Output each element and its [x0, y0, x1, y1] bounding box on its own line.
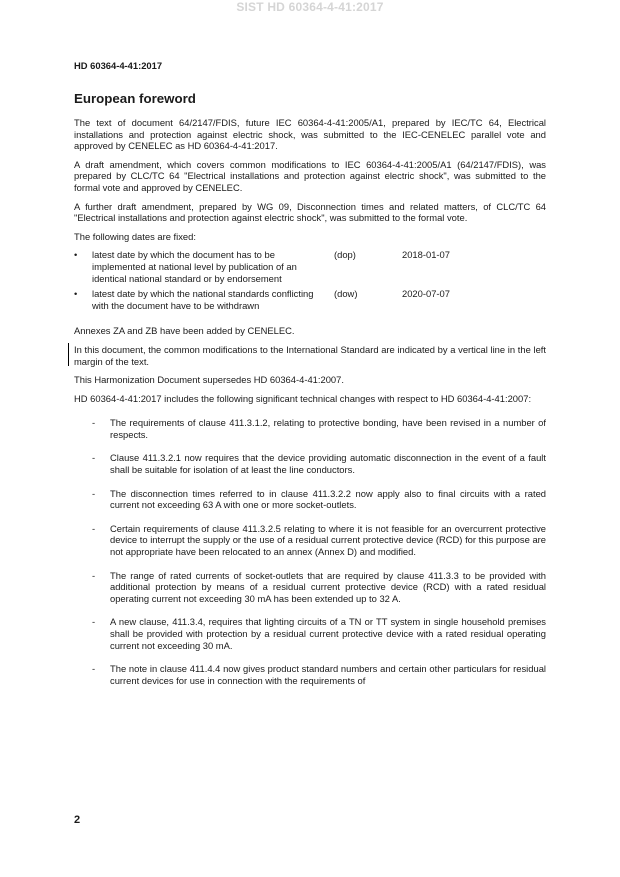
change-text: The range of rated currents of socket-outlets that are required by clause 411.3.3 to be provided with additional protection by means of a residual current protective device (RCD) with a rated residual operating current not exceeding 30 mA has been extended up to 32 A.: [110, 569, 546, 604]
intro-paragraph: The text of document 64/2147/FDIS, future IEC 60364-4-41:2005/A1, prepared by IEC/TC 64, Electrical installations and protection against electric shock, was submitted to the IEC-CENELEC parallel vote and approved by CENELEC as HD 60364-4-41:2017.: [74, 117, 546, 152]
date-row-dow: [74, 288, 546, 311]
document-id-header: HD 60364-4-41:2017: [74, 60, 163, 71]
list-item: [74, 663, 546, 686]
date-value: 2018-01-07: [402, 249, 450, 261]
dash: -: [92, 487, 96, 499]
bullet: •: [74, 249, 78, 261]
common-modification-note: In this document, the common modifications to the International Standard are indicated by a vertical line in the left margin of the text.: [74, 343, 546, 367]
page-number: 2: [74, 814, 81, 826]
change-text: Certain requirements of clause 411.3.2.5 relating to where it is not feasible for an overcurrent protective device to interrupt the supply or the use of a residual current protective device (RCD) for this purpose are not appropriate have been relocated to an annex (Annex D) and modified.: [110, 522, 546, 558]
dash: -: [92, 616, 96, 628]
dates-list: [74, 249, 546, 311]
list-item: [74, 417, 546, 440]
list-item: [74, 616, 546, 651]
date-code: (dop): [334, 249, 356, 261]
list-item: [74, 452, 546, 475]
date-description: latest date by which the national standards conflicting with the document have to be withdrawn: [92, 288, 314, 311]
change-text: The note in clause 411.4.4 now gives product standard numbers and certain other particulars for residual current devices for use in connection with the requirements of: [110, 663, 546, 686]
list-item: [74, 570, 546, 605]
dash: -: [92, 663, 96, 675]
modification-margin-line: [68, 343, 69, 366]
date-row-dop: [74, 249, 546, 284]
date-code: (dow): [334, 288, 358, 300]
common-modification-block: [74, 344, 546, 367]
change-text: A new clause, 411.3.4, requires that lighting circuits of a TN or TT system in single household premises shall be provided with protection by a residual current protective device with a rated residual operating current not exceeding 30 mA.: [110, 616, 546, 651]
bullet: •: [74, 288, 78, 300]
change-text: The requirements of clause 411.3.1.2, relating to protective bonding, have been revised in a number of respects.: [110, 417, 546, 440]
list-item: [74, 488, 546, 511]
page-content: [74, 91, 546, 698]
changes-intro: HD 60364-4-41:2017 includes the following significant technical changes with respect to HD 60364-4-41:2007:: [74, 392, 532, 404]
intro-paragraph: A draft amendment, which covers common modifications to IEC 60364-4-41:2005/A1 (64/2147/FDIS), was prepared by CLC/TC 64 "Electrical installations and protection against electric shock", was submitted to the formal vote and approved by CENELEC.: [74, 158, 546, 193]
list-item: [74, 523, 546, 558]
dates-intro: The following dates are fixed:: [74, 230, 196, 242]
technical-changes-list: [74, 417, 546, 686]
change-text: The disconnection times referred to in clause 411.3.2.2 now apply also to final circuits with a rated current not exceeding 63 A with one or more socket-outlets.: [110, 487, 546, 511]
dash: -: [92, 452, 96, 464]
dash: -: [92, 569, 96, 581]
watermark: SIST HD 60364-4-41:2017: [236, 0, 384, 14]
dash: -: [92, 522, 96, 534]
dash: -: [92, 417, 96, 429]
intro-paragraph: A further draft amendment, prepared by WG 09, Disconnection times and related matters, of CLC/TC 64 "Electrical installations and protection against electric shock", was submitted to the formal vote.: [74, 200, 546, 224]
date-value: 2020-07-07: [402, 288, 450, 300]
section-title: European foreword: [74, 91, 196, 106]
supersedes-note: This Harmonization Document supersedes HD 60364-4-41:2007.: [74, 374, 344, 386]
date-description: latest date by which the document has to be implemented at national level by publication of an identical national standard or by endorsement: [92, 249, 297, 284]
change-text: Clause 411.3.2.1 now requires that the device providing automatic disconnection in the event of a fault shall be suitable for isolation of at least the line conductors.: [110, 452, 546, 476]
annexes-note: Annexes ZA and ZB have been added by CENELEC.: [74, 325, 295, 337]
